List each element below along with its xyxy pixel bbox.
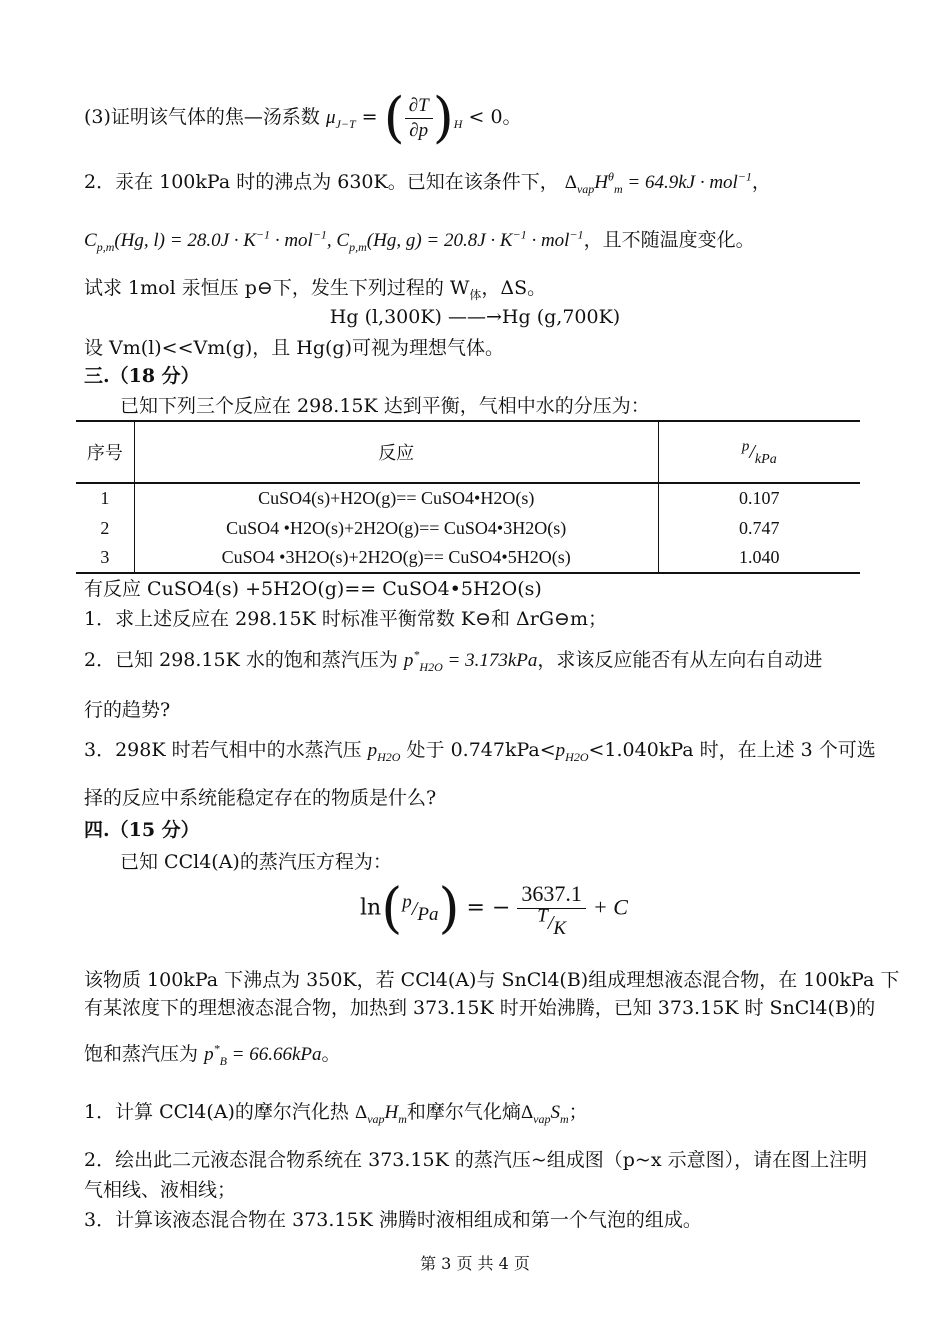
section3-heading: 三.（18 分） xyxy=(84,365,200,387)
section4-q2-cont: 气相线、液相线； xyxy=(84,1179,237,1201)
section4-q2: 2．绘出此二元液态混合物系统在 373.15K 的蒸汽压~组成图（p~x 示意图），请在图上注明 xyxy=(84,1149,868,1171)
section4-q1: 1．计算 CCl4(A)的摩尔汽化热 $\Delta_{vap}H_m$和摩尔气化熵$\Delta_{vap}S_m$； xyxy=(84,1101,588,1126)
vap-enthalpy: $\Delta_{vap}H^\theta_m = 64.9kJ \cdot mol^{-1}$ xyxy=(564,169,752,196)
col-header-no: 序号 xyxy=(76,421,134,483)
q1-part3-tail: < 0。 xyxy=(468,106,522,128)
vapor-pressure-equation: $\ln(^p/_{Pa})$ = − $\frac{3637.1}{^T/_K}$ + C xyxy=(360,876,628,940)
section4-p2: 有某浓度下的理想液态混合物，加热到 373.15K 时开始沸腾，已知 373.15K 时 SnCl4(B)的 xyxy=(84,997,876,1019)
right-paren: ) xyxy=(432,86,454,149)
table-row: 2 CuSO4 •H2O(s)+2H2O(g)== CuSO4•3H2O(s) 0.747 xyxy=(76,513,860,543)
q2-line5: 设 Vm(l)<<Vm(g)，且 Hg(g)可视为理想气体。 xyxy=(84,337,505,359)
section4-heading: 四.（15 分） xyxy=(84,819,200,841)
section3-q1: 1．求上述反应在 298.15K 时标准平衡常数 K⊖和 ΔrG⊖m； xyxy=(84,608,607,630)
left-paren: ( xyxy=(383,86,405,149)
section4-intro: 已知 CCl4(A)的蒸汽压方程为： xyxy=(120,851,392,873)
equals-sign: = xyxy=(361,106,378,128)
col-header-pressure: $^p/_{kPa}$ xyxy=(741,437,777,467)
section3-q3-cont: 择的反应中系统能稳定存在的物质是什么? xyxy=(84,787,437,809)
q2-process: Hg (l,300K) ——→Hg (g,700K) xyxy=(329,306,621,328)
partial-fraction: $\frac{\partial T}{\partial p}$ xyxy=(405,94,433,143)
q1-part3 xyxy=(84,86,522,149)
section3-q2: 2．已知 298.15K 水的饱和蒸汽压为 $p^*_{H2O} = 3.173kPa$，求该反应能否有从左向右自动进 xyxy=(84,647,823,674)
q2-line3: 试求 1mol 汞恒压 p⊖下，发生下列过程的 $W_体$，ΔS。 xyxy=(84,277,547,302)
section3-q2-cont: 行的趋势? xyxy=(84,699,171,721)
q1-part3-prefix: (3)证明该气体的焦—汤系数 xyxy=(84,106,320,128)
section3-reaction: 有反应 CuSO4(s) +5H2O(g)== CuSO4•5H2O(s) xyxy=(84,578,542,600)
subscript-h: H xyxy=(453,116,463,131)
q2-line2: $C_{p,m}(Hg$, $l) = 28.0J \cdot K^{-1} \cdot mol^{-1}$, $C_{p,m}(Hg$, $g) = 20.8J \cdot K^{-1} \cdot mol^{-1}$，且不随温度变化。 xyxy=(84,227,755,254)
mu-symbol: $\mu_{J-T}$ xyxy=(325,107,356,131)
reaction-table xyxy=(76,420,860,574)
col-header-reaction: 反应 xyxy=(134,421,658,483)
page-footer: 第 3 页 共 4 页 xyxy=(420,1254,530,1273)
table-row: 1 CuSO4(s)+H2O(g)== CuSO4•H2O(s) 0.107 xyxy=(76,483,860,513)
section3-intro: 已知下列三个反应在 298.15K 达到平衡，气相中水的分压为： xyxy=(120,395,650,417)
section4-q3: 3．计算该液态混合物在 373.15K 沸腾时液相组成和第一个气泡的组成。 xyxy=(84,1209,702,1231)
table-header-row xyxy=(76,421,860,483)
table-row: 3 CuSO4 •3H2O(s)+2H2O(g)== CuSO4•5H2O(s) 1.040 xyxy=(76,543,860,573)
section3-q3: 3．298K 时若气相中的水蒸汽压 $p_{H2O}$ 处于 $0.747kPa<p_{H2O}<1.040kPa$ 时，在上述 3 个可选 xyxy=(84,739,876,764)
section4-p3: 饱和蒸汽压为 $p^*_B = 66.66kPa$。 xyxy=(84,1041,341,1068)
q2-line1: 2．汞在 100kPa 时的沸点为 630K。已知在该条件下， $\Delta_{vap}H^\theta_m = 64.9kJ \cdot mol^{-1}$， xyxy=(84,169,771,196)
section4-p1: 该物质 100kPa 下沸点为 350K，若 CCl4(A)与 SnCl4(B)组成理想液态混合物，在 100kPa 下 xyxy=(84,969,900,991)
